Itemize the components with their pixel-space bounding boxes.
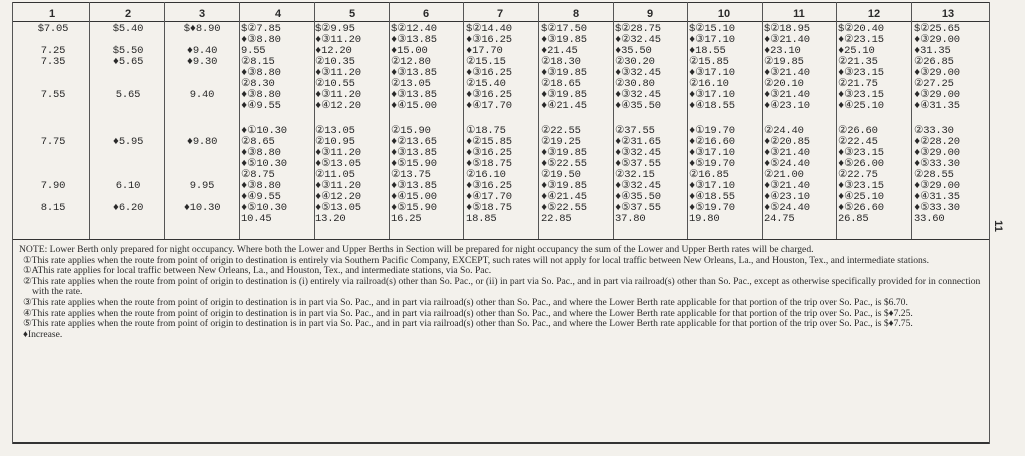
- rate-cell: ♦③11.20: [315, 180, 361, 192]
- rate-cell: ♦④23.10: [764, 100, 810, 112]
- rate-cell: 13.20: [315, 213, 346, 225]
- rate-cell: ♦③16.25: [466, 89, 512, 101]
- rate-cell: ♦17.70: [466, 45, 503, 57]
- rate-cell: ②19.85: [764, 56, 804, 68]
- rate-cell: 7.25: [40, 45, 66, 57]
- rate-cell: ♦31.35: [914, 45, 951, 57]
- rate-cell: ♦④21.45: [541, 191, 587, 203]
- rate-cell: 37.80: [615, 213, 646, 225]
- rate-cell: ♦③13.85: [391, 67, 437, 79]
- rate-cell: ♦⑤24.40: [764, 158, 810, 170]
- rate-cell: ②20.10: [764, 78, 804, 90]
- rate-cell: ♦①10.30: [241, 125, 287, 137]
- rate-cell: ♦⑤18.75: [466, 202, 512, 214]
- rate-cell: ♦④25.10: [838, 100, 884, 112]
- rate-cell: ♦35.50: [615, 45, 652, 57]
- rate-cell: ♦③19.85: [541, 147, 587, 159]
- rate-cell: ♦⑤26.60: [838, 202, 884, 214]
- rate-cell: ②28.55: [914, 169, 954, 181]
- rate-cell: ②8.75: [241, 169, 275, 181]
- rate-cell: 7.55: [40, 89, 66, 101]
- rate-cell: ②16.85: [689, 169, 729, 181]
- column-divider: [389, 2, 390, 239]
- column-header: 1: [48, 8, 56, 20]
- rate-cell: ②8.30: [241, 78, 275, 90]
- footnote-1a: ①AThis rate applies for local traffic between New Orleans, La., and Houston, Tex., and intermediate stations, via So. Pac.: [23, 265, 492, 277]
- rate-cell: ♦③17.10: [689, 147, 735, 159]
- rate-cell: ♦④31.35: [914, 191, 960, 203]
- column-header: 11: [793, 8, 805, 20]
- rate-cell: ♦③32.45: [615, 147, 661, 159]
- rate-cell: ♦③19.85: [541, 67, 587, 79]
- rate-cell: ①18.75: [466, 125, 506, 137]
- rate-cell: 22.85: [541, 213, 572, 225]
- rate-cell: ②18.65: [541, 78, 581, 90]
- rate-cell: $5.50: [112, 45, 144, 57]
- rate-cell: ②26.60: [838, 125, 878, 137]
- rate-cell: ♦④25.10: [838, 191, 884, 203]
- rate-cell: ♦④12.20: [315, 100, 361, 112]
- rate-cell: 33.60: [914, 213, 945, 225]
- rate-cell: ②37.55: [615, 125, 655, 137]
- rate-column: [91, 25, 165, 237]
- rate-column: [315, 25, 389, 237]
- rate-cell: 26.85: [838, 213, 869, 225]
- notes-section: [19, 245, 985, 340]
- rate-column: [615, 25, 689, 237]
- note-general: NOTE: Lower Berth only prepared for night occupancy. Where both the Lower and Upper Berths in Section will be prepared for night occupancy the sum of the Lower and Upper Berth rates will be charged.: [19, 244, 814, 255]
- rate-cell: ♦⑤22.55: [541, 158, 587, 170]
- rate-cell: $5.40: [112, 23, 144, 35]
- rate-cell: ♦③19.85: [541, 89, 587, 101]
- rate-cell: ♦④35.50: [615, 191, 661, 203]
- column-header: 13: [941, 8, 955, 20]
- rate-cell: ②22.55: [541, 125, 581, 137]
- rate-cell: ♦④23.10: [764, 191, 810, 203]
- rate-cell: ②33.30: [914, 125, 954, 137]
- rate-cell: ♦23.10: [764, 45, 801, 57]
- rate-cell: ♦③17.10: [689, 34, 735, 46]
- rate-cell: ♦⑤10.30: [241, 158, 287, 170]
- rate-cell: ♦④17.70: [466, 191, 512, 203]
- rate-cell: ②11.05: [315, 169, 355, 181]
- rate-cell: 19.80: [689, 213, 720, 225]
- rate-column: [165, 25, 239, 237]
- rate-cell: ♦③29.00: [914, 89, 960, 101]
- rate-cell: ♦③19.85: [541, 34, 587, 46]
- rate-cell: ♦③21.40: [764, 67, 810, 79]
- rate-cell: ♦⑤18.75: [466, 158, 512, 170]
- rate-cell: ♦③29.00: [914, 34, 960, 46]
- rate-cell: ②30.80: [615, 78, 655, 90]
- rate-column: [241, 25, 315, 237]
- rate-cell: ②19.50: [541, 169, 581, 181]
- footnote-3: ③This rate applies when the route from point of origin to destination is in part via So. Pac., and in part via railroad(s) other than So. Pac., and where the Lower Berth rate applicable for that portion of the trip over So. Pac., is $6.70.: [23, 296, 908, 308]
- column-header: 4: [274, 8, 282, 20]
- rate-cell: $②7.85: [241, 23, 281, 35]
- rate-cell: 7.90: [40, 180, 66, 192]
- rate-cell: ♦③11.20: [315, 34, 361, 46]
- rate-cell: 5.65: [115, 89, 141, 101]
- rate-cell: ♦⑤13.05: [315, 158, 361, 170]
- rate-cell: ②10.35: [315, 56, 355, 68]
- rate-column: [689, 25, 763, 237]
- rate-cell: ♦15.00: [391, 45, 428, 57]
- rate-cell: ♦⑤26.00: [838, 158, 884, 170]
- rate-cell: ♦⑤19.70: [689, 158, 735, 170]
- rate-cell: ♦③8.80: [241, 147, 281, 159]
- rate-cell: ♦③11.20: [315, 147, 361, 159]
- footnote-5: ⑤This rate applies when the route from point of origin to destination is in part via So. Pac., and in part via railroad(s) other than So. Pac., and where the Lower Berth rate applicable for that portion of the trip over So. Pac., is $♦7.75.: [23, 318, 913, 330]
- rate-cell: $②12.40: [391, 23, 437, 35]
- rate-cell: ♦③29.00: [914, 67, 960, 79]
- rate-cell: 16.25: [391, 213, 422, 225]
- rate-cell: ②15.40: [466, 78, 506, 90]
- rate-cell: ②30.20: [615, 56, 655, 68]
- rate-cell: $②18.95: [764, 23, 810, 35]
- footnote-2: ②This rate applies when the route from point of origin to destination is (i) entirely via railroad(s) other than So. Pac., or (ii) in part via So. Pac., and in part via railroad(s) other than So. Pac., except as otherwise specifically provided for in connection with the rate.: [23, 275, 981, 298]
- rate-cell: ♦③29.00: [914, 180, 960, 192]
- rate-cell: ②10.55: [315, 78, 355, 90]
- rate-cell: ♦18.55: [689, 45, 726, 57]
- rate-cell: ♦③23.15: [838, 147, 884, 159]
- rate-cell: ②32.15: [615, 169, 655, 181]
- rate-cell: ♦10.30: [183, 202, 221, 214]
- rate-cell: ②21.75: [838, 78, 878, 90]
- rate-cell: ♦④15.00: [391, 191, 437, 203]
- rate-cell: ♦②23.15: [838, 34, 884, 46]
- rate-cell: 9.40: [189, 89, 215, 101]
- rate-cell: ♦③16.25: [466, 180, 512, 192]
- rate-cell: ②13.05: [391, 78, 431, 90]
- rate-cell: $7.05: [37, 23, 69, 35]
- rate-cell: 7.75: [40, 136, 66, 148]
- rate-cell: 7.35: [40, 56, 66, 68]
- rate-column: [764, 25, 838, 237]
- rate-cell: ♦③13.85: [391, 147, 437, 159]
- rate-cell: ♦③13.85: [391, 180, 437, 192]
- rate-cell: ♦③32.45: [615, 89, 661, 101]
- rate-column: [16, 25, 90, 237]
- rate-cell: ②8.15: [241, 56, 275, 68]
- rate-cell: 9.95: [189, 180, 215, 192]
- rate-cell: ②26.85: [914, 56, 954, 68]
- rate-cell: ♦②13.65: [391, 136, 437, 148]
- rate-cell: ②8.65: [241, 136, 275, 148]
- rate-cell: ♦③17.10: [689, 67, 735, 79]
- rate-cell: 9.55: [241, 45, 266, 57]
- rate-cell: ♦④18.55: [689, 100, 735, 112]
- rate-cell: ②24.40: [764, 125, 804, 137]
- rate-column: [914, 25, 988, 237]
- column-header: 12: [867, 8, 881, 20]
- rate-cell: ②22.45: [838, 136, 878, 148]
- rate-cell: $②17.50: [541, 23, 587, 35]
- column-header: 6: [422, 8, 430, 20]
- rate-column: [391, 25, 465, 237]
- rate-cell: ♦③16.25: [466, 147, 512, 159]
- rate-cell: $②14.40: [466, 23, 512, 35]
- column-divider: [239, 2, 240, 239]
- rate-cell: ♦③16.25: [466, 67, 512, 79]
- rate-cell: ♦③21.40: [764, 89, 810, 101]
- rate-cell: ②22.75: [838, 169, 878, 181]
- rate-cell: ②18.30: [541, 56, 581, 68]
- rate-cell: ♦②32.45: [615, 34, 661, 46]
- rate-cell: ②15.85: [689, 56, 729, 68]
- rate-column: [466, 25, 540, 237]
- rate-cell: ♦⑤22.55: [541, 202, 587, 214]
- rate-cell: ♦④9.55: [241, 191, 281, 203]
- rate-cell: ♦③8.80: [241, 180, 281, 192]
- column-header: 9: [646, 8, 654, 20]
- footnote-4: ④This rate applies when the route from point of origin to destination is in part via So. Pac., and in part via railroad(s) other than So. Pac., and where the Lower Berth rate applicable for that portion of the trip over So. Pac., is $♦7.25.: [23, 307, 913, 319]
- rate-cell: ♦⑤33.30: [914, 158, 960, 170]
- rate-cell: ♦③21.40: [764, 34, 810, 46]
- rate-cell: ②12.80: [391, 56, 431, 68]
- column-header: 8: [572, 8, 580, 20]
- rate-cell: ♦⑤15.90: [391, 158, 437, 170]
- rate-cell: $②9.95: [315, 23, 355, 35]
- rate-cell: ②19.25: [541, 136, 581, 148]
- rate-cell: ♦⑤10.30: [241, 202, 287, 214]
- rate-cell: ♦③11.20: [315, 89, 361, 101]
- rate-cell: ♦⑤37.55: [615, 158, 661, 170]
- rate-cell: $♦8.90: [183, 23, 221, 35]
- rate-cell: ♦③13.85: [391, 89, 437, 101]
- rate-cell: ♦③23.15: [838, 67, 884, 79]
- footnote-1: ①This rate applies when the route from point of origin to destination is entirely via Southern Pacific Company, EXCEPT, such rates will not apply for local traffic between New Orleans, La., and Houston, Tex., and intermediate stations.: [23, 254, 929, 266]
- rate-cell: ♦③21.40: [764, 147, 810, 159]
- rate-cell: ♦③17.10: [689, 89, 735, 101]
- rate-cell: ♦④15.00: [391, 100, 437, 112]
- rate-cell: ♦②20.85: [764, 136, 810, 148]
- right-border: [989, 2, 990, 444]
- rate-cell: ♦④12.20: [315, 191, 361, 203]
- rate-cell: ②15.15: [466, 56, 506, 68]
- rate-cell: ♦③16.25: [466, 34, 512, 46]
- top-rule: [12, 2, 990, 3]
- rate-cell: ♦12.20: [315, 45, 352, 57]
- rate-cell: ♦③8.80: [241, 34, 281, 46]
- rate-cell: ②21.00: [764, 169, 804, 181]
- rate-cell: ♦④9.55: [241, 100, 281, 112]
- rate-cell: ♦②28.20: [914, 136, 960, 148]
- rate-cell: ♦④35.50: [615, 100, 661, 112]
- rate-cell: ♦⑤24.40: [764, 202, 810, 214]
- rate-cell: $②20.40: [838, 23, 884, 35]
- rate-cell: ♦④31.35: [914, 100, 960, 112]
- rate-cell: ♦②16.60: [689, 136, 735, 148]
- rate-cell: $②15.10: [689, 23, 735, 35]
- rate-cell: ♦④17.70: [466, 100, 512, 112]
- rate-cell: ②21.35: [838, 56, 878, 68]
- page-bottom-rule: [12, 442, 990, 444]
- rate-cell: ♦③21.40: [764, 180, 810, 192]
- rate-cell: ♦6.20: [112, 202, 144, 214]
- increase-legend: ♦Increase.: [23, 328, 63, 340]
- rate-cell: ♦③23.15: [838, 89, 884, 101]
- rate-cell: 6.10: [115, 180, 141, 192]
- left-border: [12, 2, 13, 444]
- rate-cell: ♦③23.15: [838, 180, 884, 192]
- rate-cell: ♦25.10: [838, 45, 875, 57]
- rate-cell: ♦5.65: [112, 56, 144, 68]
- column-header: 3: [198, 8, 206, 20]
- rate-cell: ♦9.80: [186, 136, 218, 148]
- rate-table-page: [12, 2, 990, 448]
- rate-cell: ♦①19.70: [689, 125, 735, 137]
- rate-cell: ♦⑤37.55: [615, 202, 661, 214]
- rate-column: [541, 25, 615, 237]
- rate-cell: ♦21.45: [541, 45, 578, 57]
- rate-cell: 24.75: [764, 213, 795, 225]
- rate-cell: ♦⑤13.05: [315, 202, 361, 214]
- rate-cell: ②13.05: [315, 125, 355, 137]
- rate-cell: ♦③13.85: [391, 34, 437, 46]
- rate-cell: ②13.75: [391, 169, 431, 181]
- table-bottom-rule: [12, 239, 990, 240]
- rate-cell: ♦⑤15.90: [391, 202, 437, 214]
- column-header: 7: [496, 8, 504, 20]
- rate-cell: ②16.10: [466, 169, 506, 181]
- rate-cell: ♦③32.45: [615, 180, 661, 192]
- rate-cell: ♦③29.00: [914, 147, 960, 159]
- rate-cell: ♦9.40: [186, 45, 218, 57]
- rate-cell: $②28.75: [615, 23, 661, 35]
- rate-cell: 8.15: [40, 202, 66, 214]
- rate-cell: 10.45: [241, 213, 272, 225]
- rate-cell: ♦⑤19.70: [689, 202, 735, 214]
- column-header: 2: [124, 8, 132, 20]
- rate-cell: ♦③17.10: [689, 180, 735, 192]
- rate-cell: ②27.25: [914, 78, 954, 90]
- rate-cell: ♦9.30: [186, 56, 218, 68]
- rate-cell: 18.85: [466, 213, 497, 225]
- rate-cell: ②16.10: [689, 78, 729, 90]
- column-header: 10: [717, 8, 731, 20]
- rate-cell: ♦③19.85: [541, 180, 587, 192]
- rate-cell: ♦④18.55: [689, 191, 735, 203]
- rate-cell: ♦③11.20: [315, 67, 361, 79]
- rate-cell: ♦③8.80: [241, 67, 281, 79]
- page-number: 11: [991, 220, 1004, 232]
- rate-cell: ②10.95: [315, 136, 355, 148]
- rate-cell: ♦②15.85: [466, 136, 512, 148]
- rate-cell: ♦②31.65: [615, 136, 661, 148]
- column-header: 5: [348, 8, 356, 20]
- rate-cell: ②15.90: [391, 125, 431, 137]
- rate-cell: ♦5.95: [112, 136, 144, 148]
- rate-cell: ♦④21.45: [541, 100, 587, 112]
- rate-cell: ♦③8.80: [241, 89, 281, 101]
- rate-cell: ♦⑤33.30: [914, 202, 960, 214]
- rate-cell: $②25.65: [914, 23, 960, 35]
- header-rule: [12, 21, 990, 22]
- rate-cell: ♦③32.45: [615, 67, 661, 79]
- rate-column: [838, 25, 912, 237]
